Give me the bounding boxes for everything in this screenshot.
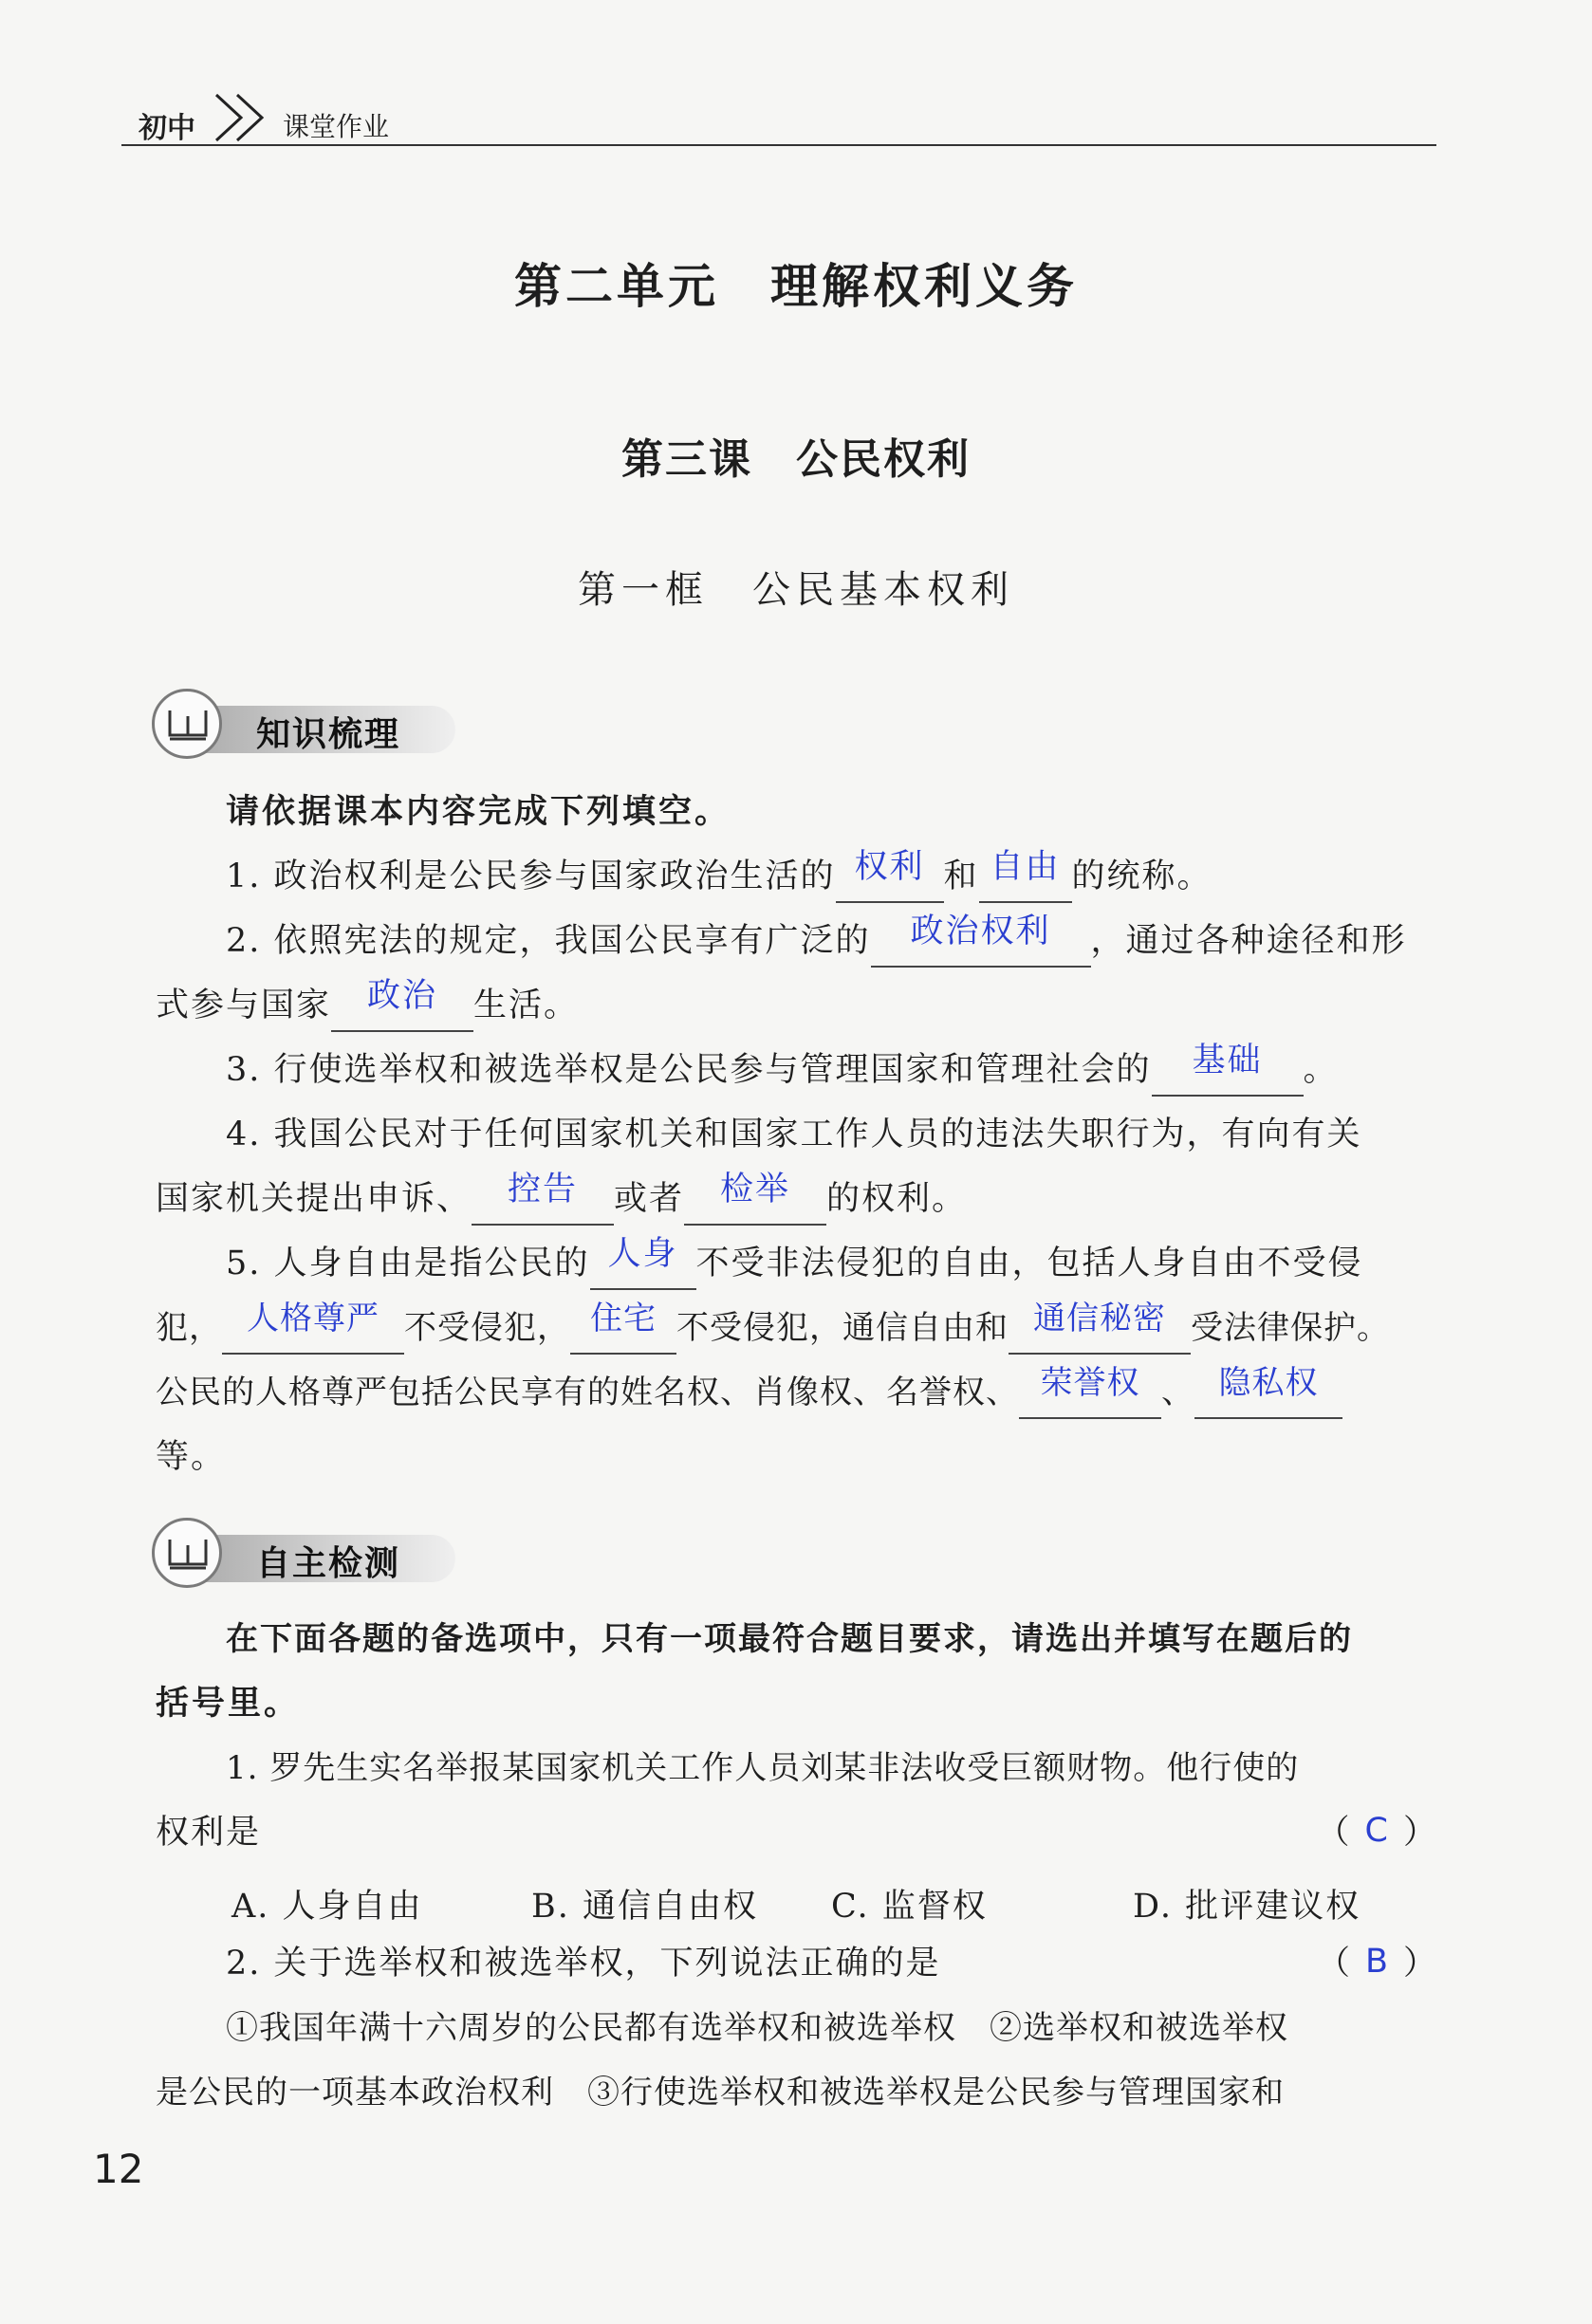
- text: 1. 政治权利是公民参与国家政治生活的: [226, 858, 836, 895]
- handwritten-answer: C: [1364, 1812, 1390, 1850]
- text: 生活。: [473, 987, 580, 1024]
- paren-open: （: [1316, 1945, 1352, 1983]
- text: 或者: [614, 1180, 685, 1218]
- question-2-line-1: [226, 909, 1509, 973]
- handwritten-answer: 政治权利: [910, 913, 1051, 950]
- handwritten-answer: 荣誉权: [1040, 1364, 1140, 1402]
- section2-instruction-line-1: 在下面各题的备选项中，只有一项最符合题目要求，请选出并填写在题后的: [226, 1620, 1353, 1658]
- option-c: C. 监督权: [831, 1888, 988, 1926]
- text: 2. 关于选举权和被选举权，下列说法正确的是: [226, 1945, 941, 1983]
- text: ，通过各种途径和形: [1090, 922, 1407, 960]
- question-4-line-1: 4. 我国公民对于任何国家机关和国家工作人员的违法失职行为，有向有关: [226, 1116, 1362, 1153]
- option-b: B. 通信自由权: [531, 1888, 758, 1926]
- answer-bracket: [1317, 1931, 1438, 1996]
- badge-circle: [152, 689, 222, 759]
- paren-open: （: [1316, 1814, 1352, 1852]
- lesson-title: 第三课 公民权利: [621, 435, 971, 484]
- blank: [590, 1235, 696, 1290]
- text: 。: [1303, 1051, 1339, 1089]
- text: 式参与国家: [156, 987, 332, 1024]
- handwritten-answer: B: [1364, 1943, 1390, 1981]
- blank: [1152, 1042, 1304, 1097]
- text: 不受非法侵犯的自由，包括人身自由不受侵: [695, 1245, 1363, 1282]
- book-icon: [164, 703, 212, 747]
- question-5-line-2: [156, 1296, 1438, 1360]
- option-d: D. 批评建议权: [1133, 1888, 1361, 1926]
- handwritten-answer: 人身: [607, 1235, 678, 1273]
- blank: [1019, 1364, 1161, 1419]
- question-5-line-4: 等。: [156, 1438, 227, 1476]
- section1-instruction: 请依据课本内容完成下列填空。: [226, 793, 731, 831]
- handwritten-answer: 住宅: [590, 1300, 657, 1337]
- mc-question-2-line-1: [226, 1931, 1438, 1996]
- text: 2. 依照宪法的规定，我国公民享有广泛的: [226, 922, 871, 960]
- mc-question-2-line-3: 是公民的一项基本政治权利 ③行使选举权和被选举权是公民参与管理国家和: [156, 2074, 1285, 2112]
- question-2-line-2: [156, 973, 1438, 1038]
- text: 国家机关提出申诉、: [156, 1180, 472, 1218]
- text: 公民的人格尊严包括公民享有的姓名权、肖像权、名誉权、: [156, 1374, 1019, 1411]
- question-5-line-3: [156, 1360, 1438, 1425]
- blank: [979, 848, 1072, 903]
- page-number: 12: [93, 2146, 144, 2192]
- text: 的权利。: [826, 1180, 968, 1218]
- handwritten-answer: 检举: [720, 1171, 791, 1208]
- blank: [472, 1171, 614, 1226]
- paren-close: ）: [1402, 1814, 1438, 1852]
- frame-title: 第一框 公民基本权利: [578, 568, 1014, 612]
- handwritten-answer: 人格尊严: [247, 1300, 379, 1337]
- text: 5. 人身自由是指公民的: [226, 1245, 590, 1282]
- handwritten-answer: 基础: [1192, 1042, 1263, 1079]
- blank: [684, 1171, 826, 1226]
- question-4-line-2: [156, 1167, 1438, 1231]
- text: 3. 行使选举权和被选举权是公民参与管理国家和管理社会的: [226, 1051, 1152, 1089]
- answer-bracket: [1317, 1800, 1438, 1865]
- paren-close: ）: [1402, 1945, 1438, 1983]
- badge-label: 自主检测: [256, 1543, 401, 1583]
- blank: [836, 848, 944, 903]
- handwritten-answer: 自由: [990, 848, 1061, 886]
- badge-circle: [152, 1518, 222, 1588]
- mc-question-1-line-2: [156, 1800, 1438, 1865]
- question-3: [226, 1038, 1509, 1102]
- badge-label: 知识梳理: [256, 714, 401, 754]
- blank: [871, 913, 1091, 968]
- section-badge-selftest: [152, 1518, 455, 1594]
- mc-question-2-line-2: ①我国年满十六周岁的公民都有选举权和被选举权 ②选举权和被选举权: [226, 2009, 1288, 2047]
- question-1: [226, 844, 1509, 909]
- mc-question-1-line-1: 1. 罗先生实名举报某国家机关工作人员刘某非法收受巨额财物。他行使的: [226, 1749, 1300, 1787]
- handwritten-answer: 通信秘密: [1033, 1300, 1166, 1337]
- book-icon: [164, 1532, 212, 1576]
- text: 和: [943, 858, 979, 895]
- option-a: A. 人身自由: [231, 1888, 423, 1926]
- double-chevron-icon: [209, 89, 277, 146]
- page-header: [121, 95, 1436, 146]
- text: 犯，: [156, 1309, 222, 1347]
- header-series: 课堂作业: [283, 111, 390, 142]
- text: 的统称。: [1071, 858, 1213, 895]
- blank: [331, 977, 473, 1032]
- blank: [1194, 1364, 1342, 1419]
- text: 不受侵犯，: [404, 1309, 570, 1347]
- text: 不受侵犯，通信自由和: [676, 1309, 1009, 1347]
- text: 受法律保护。: [1191, 1309, 1390, 1347]
- blank: [222, 1300, 404, 1355]
- header-level: 初中: [139, 112, 195, 145]
- handwritten-answer: 政治: [367, 977, 438, 1015]
- handwritten-answer: 隐私权: [1218, 1364, 1319, 1402]
- text: 、: [1161, 1374, 1194, 1411]
- handwritten-answer: 控告: [508, 1171, 579, 1208]
- blank: [1009, 1300, 1191, 1355]
- unit-title: 第二单元 理解权利义务: [514, 258, 1078, 314]
- handwritten-answer: 权利: [854, 848, 925, 886]
- question-5-line-1: [226, 1231, 1509, 1296]
- text: 权利是: [156, 1814, 262, 1852]
- section-badge-knowledge: [152, 689, 455, 765]
- blank: [570, 1300, 676, 1355]
- section2-instruction-line-2: 括号里。: [156, 1685, 301, 1723]
